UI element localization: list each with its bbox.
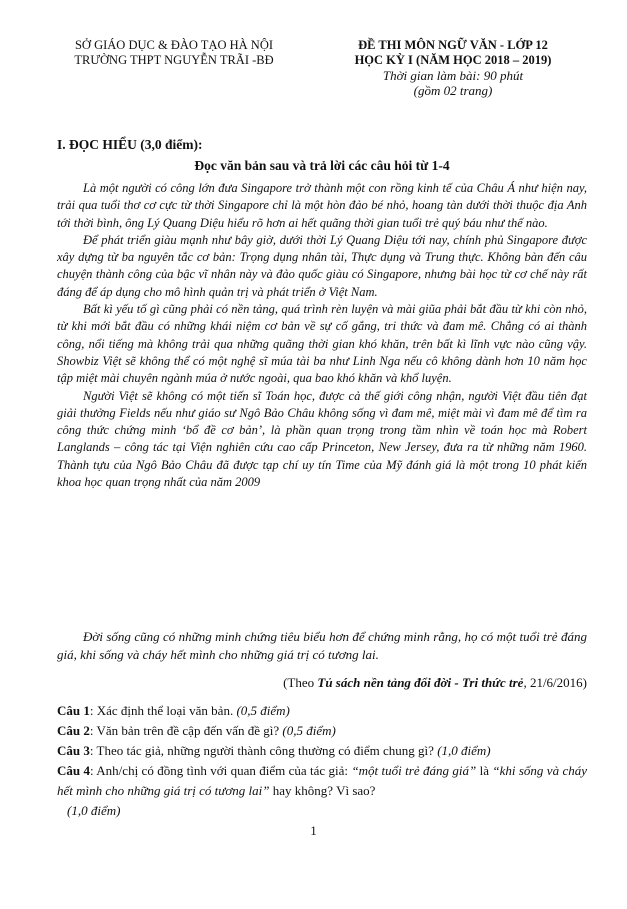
reading-passage (57, 180, 587, 491)
closing-paragraph (57, 628, 587, 664)
source-suffix: , 21/6/2016) (523, 675, 587, 690)
question-quote: “khi sống và cháy hết mình cho những giá trị có tương lai” (57, 763, 588, 798)
school-name: TRƯỜNG THPT NGUYỄN TRÃI -BĐ (74, 53, 274, 67)
source-title: Tủ sách nền tảng đổi đời - Tri thức trẻ (317, 675, 524, 690)
exam-title: ĐỀ THI MÔN NGỮ VĂN - LỚP 12 (358, 38, 548, 52)
question-4 (57, 761, 587, 801)
passage-paragraph: Người Việt sẽ không có một tiến sĩ Toán học, được cả thế giới công nhận, người Việt đầu tiên đạt giải thưởng Fields nếu như giáo sư Ngô Bảo Châu không sống vì đam mê, miệt mài vì đam mê để tìm ra công thức chứng minh ‘bổ đề cơ bản’, là phần quan trọng trong tầm nhìn về toán học mà Robert Langlands – công tác tại Viện nghiên cứu cao cấp Princeton, New Jersey, đưa ra từ những năm 1960. Thành tựu của Ngô Bảo Châu đã được tạp chí uy tín Time của Mỹ đánh giá là một trong 10 phát kiến khoa học quan trọng nhất của năm 2009 (57, 388, 587, 490)
page-count: (gồm 02 trang) (413, 83, 493, 98)
question-label: Câu 3 (57, 743, 90, 758)
question-3 (57, 741, 587, 761)
page-number: 1 (310, 823, 317, 838)
question-points: (0,5 điểm) (282, 723, 336, 738)
department-name: SỞ GIÁO DỤC & ĐÀO TẠO HÀ NỘI (74, 38, 274, 52)
question-list (57, 701, 587, 821)
question-text: : Xác định thể loại văn bản. (89, 703, 237, 718)
question-text: : Theo tác giả, những người thành công thường có điểm chung gì? (89, 743, 438, 758)
header-right (318, 38, 588, 98)
section-title: I. ĐỌC HIỂU (3,0 điểm): (57, 137, 203, 152)
question-points: (0,5 điểm) (236, 703, 290, 718)
question-text: : Anh/chị có đồng tình với quan điểm của tác giả: (90, 763, 352, 778)
question-points: (1,0 điểm) (67, 803, 121, 818)
passage-paragraph: Là một người có công lớn đưa Singapore trở thành một con rồng kinh tế của Châu Á như hiện nay, trải qua tuổi thơ cơ cực từ thời Singapore chỉ là một hòn đảo bé nhỏ, hoang tàn dưới thời thuộc địa Anh tới thời bình, ông Lý Quang Diệu hiểu rõ hơn ai hết quãng thời gian tuổi trẻ quý báu như thế nào. (57, 181, 587, 230)
question-2 (57, 721, 587, 741)
question-points: (1,0 điểm) (437, 743, 491, 758)
question-label: Câu 2 (57, 723, 90, 738)
question-1 (57, 701, 587, 721)
question-text: : Văn bản trên đề cập đến vấn đề gì? (89, 723, 283, 738)
question-text: là (476, 763, 493, 778)
question-quote: “một tuổi trẻ đáng giá” (351, 763, 477, 778)
source-citation (283, 675, 587, 691)
closing-text: Đời sống cũng có những minh chứng tiêu biểu hơn để chứng minh rằng, họ có một tuổi trẻ đáng giá, khi sống và cháy hết mình cho những giá trị có tương lai. (57, 629, 587, 662)
question-label: Câu 1 (57, 703, 90, 718)
duration: Thời gian làm bài: 90 phút (382, 68, 524, 83)
section-instruction: Đọc văn bản sau và trả lời các câu hỏi từ 1-4 (194, 158, 450, 173)
passage-paragraph: Để phát triển giàu mạnh như bây giờ, dưới thời Lý Quang Diệu tới nay, chính phủ Singapore được xây dựng từ ba nguyên tắc cơ bản: Trọng dụng nhân tài, Thực dụng và Trung thực. Không bàn đến câu chuyện thành công của bậc vĩ nhân này và đảo quốc giàu có Singapore, nhưng bài học từ cơ chế này rất đáng để áp dụng cho mô hình quản trị và phát triển ở Việt Nam. (57, 232, 587, 299)
header-left (58, 38, 290, 68)
source-prefix: (Theo (283, 675, 318, 690)
question-text: hay không? Vì sao? (269, 783, 376, 798)
passage-paragraph: Bất kì yếu tố gì cũng phải có nền tảng, quá trình rèn luyện và mài giũa phải bắt đầu từ khi còn nhỏ, từ khi mới bắt đầu có những khái niệm cơ bản về sự cố gắng, tri thức và đam mê. Chẳng có ai thành công, nổi tiếng mà không trải qua những quãng thời gian khó khăn, trên bất kì lĩnh vực nào cũng vậy. Showbiz Việt sẽ không thể có một nghệ sĩ múa tài ba như Linh Nga nếu cô không dành hơn 10 năm học tập miệt mài chuyên ngành múa ở nước ngoài, qua bao khó khăn và khổ luyện. (57, 302, 587, 386)
question-label: Câu 4 (57, 763, 91, 778)
semester: HỌC KỲ I (NĂM HỌC 2018 – 2019) (354, 53, 552, 67)
